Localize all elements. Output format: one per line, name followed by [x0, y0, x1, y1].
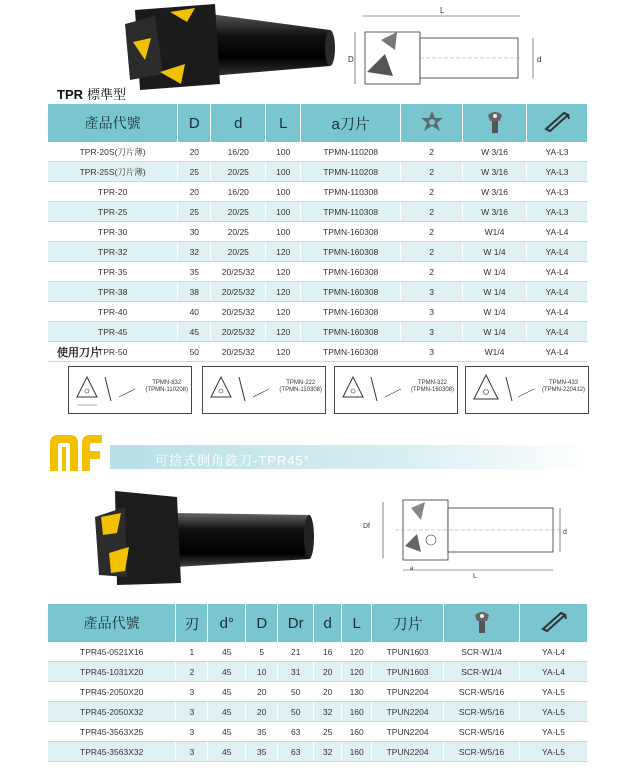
tpr-cell: W1/4 — [463, 222, 527, 242]
tpr45-cell: SCR-W5/16 — [444, 702, 520, 722]
tpr-cell: YA-L4 — [527, 282, 588, 302]
tpr-cell: W 3/16 — [463, 162, 527, 182]
tpr-cell: 100 — [266, 222, 301, 242]
table-row — [48, 322, 588, 342]
tpr45-cell: 3 — [176, 702, 208, 722]
tpr45-cell: TPR45-2050X20 — [48, 682, 176, 702]
insert-2-name: TPMN-222 — [286, 380, 316, 386]
tpr45-cell: 50 — [278, 702, 314, 722]
col-header-product: 產品代號 — [48, 104, 178, 142]
drawing-label-L: L — [440, 6, 445, 15]
tpr45-cell: YA-L5 — [520, 742, 588, 762]
tpr-cell: YA-L3 — [527, 162, 588, 182]
tpr-cell: 50 — [178, 342, 211, 362]
tpr45-cell: 35 — [246, 722, 278, 742]
tpr-title-latin: TPR — [57, 87, 83, 102]
tpr-cell: TPMN-160308 — [301, 282, 401, 302]
tpr-cell: YA-L4 — [527, 302, 588, 322]
tpr45-cell: TPR45-3563X32 — [48, 742, 176, 762]
tpr-cell: 25 — [178, 202, 211, 222]
tpr-table-header — [48, 104, 588, 142]
col45-header-Dr: Dr — [278, 604, 314, 642]
tpr-cell: 20/25/32 — [211, 302, 266, 322]
tpr-cell: YA-L3 — [527, 142, 588, 162]
insert-diagram-3 — [334, 366, 458, 414]
insert-diagram-1 — [68, 366, 192, 414]
tpr45-cell: TPR45-2050X32 — [48, 702, 176, 722]
tpr45-cell: 16 — [314, 642, 342, 662]
table-row — [48, 242, 588, 262]
tpr-spec-table — [48, 104, 588, 362]
col-header-d: d — [211, 104, 266, 142]
col-header-insert: a刀片 — [301, 104, 401, 142]
tpr-cell: 2 — [401, 222, 463, 242]
insert-diagram-4 — [465, 366, 589, 414]
table-row — [48, 702, 588, 722]
tpr45-cell: YA-L5 — [520, 702, 588, 722]
tpr-cell: 45 — [178, 322, 211, 342]
tpr45-cell: 32 — [314, 702, 342, 722]
tpr-cell: 2 — [401, 202, 463, 222]
tpr45-cell: YA-L5 — [520, 682, 588, 702]
tpr45-cell: 160 — [342, 722, 372, 742]
tpr-cell: TPR-32 — [48, 242, 178, 262]
tpr-cell: 2 — [401, 242, 463, 262]
tpr45-cell: 45 — [208, 722, 246, 742]
tpr-cell: 3 — [401, 322, 463, 342]
tpr45-cell: 160 — [342, 742, 372, 762]
tpr-cell: 120 — [266, 282, 301, 302]
tpr-cell: TPMN-110208 — [301, 142, 401, 162]
tpr45-cell: 45 — [208, 742, 246, 762]
tpr-tool-photo — [115, 4, 355, 90]
tpr-cell: W 3/16 — [463, 202, 527, 222]
tpr45-table-body — [48, 642, 588, 762]
tpr-cell: W 3/16 — [463, 142, 527, 162]
table-row — [48, 302, 588, 322]
tpr-cell: TPR-30 — [48, 222, 178, 242]
tpr-cell: 16/20 — [211, 182, 266, 202]
tpr-cell: TPMN-160308 — [301, 242, 401, 262]
tpr-cell: W 1/4 — [463, 242, 527, 262]
tpr-cell: TPMN-110308 — [301, 182, 401, 202]
tpr-cell: YA-L3 — [527, 202, 588, 222]
tpr-cell: W1/4 — [463, 342, 527, 362]
wrench-icon — [527, 104, 588, 142]
insert-1-name: TPMN-832 — [152, 380, 182, 386]
tpr45-cell: 45 — [208, 682, 246, 702]
tpr45-cell: TPUN2204 — [372, 682, 444, 702]
tpr-cell: 120 — [266, 242, 301, 262]
tpr-cell: 100 — [266, 182, 301, 202]
tpr45-cell: 35 — [246, 742, 278, 762]
tpr45-cell: 50 — [278, 682, 314, 702]
tpr-cell: W 3/16 — [463, 182, 527, 202]
drawing-label-Df: Df — [363, 523, 370, 530]
tpr-cell: TPMN-110308 — [301, 202, 401, 222]
tpr-cell: YA-L4 — [527, 242, 588, 262]
tpr45-cell: TPUN2204 — [372, 742, 444, 762]
tpr45-cell: SCR-W5/16 — [444, 682, 520, 702]
tpr-cell: W 1/4 — [463, 322, 527, 342]
tpr-cell: TPMN-160308 — [301, 322, 401, 342]
tpr45-cell: 120 — [342, 642, 372, 662]
tpr-title-cjk: 標準型 — [87, 87, 127, 102]
tpr-cell: TPMN-160308 — [301, 342, 401, 362]
tpr-cell: 20 — [178, 182, 211, 202]
col45-header-angle: d° — [208, 604, 246, 642]
table-row — [48, 222, 588, 242]
tpr45-cell: 31 — [278, 662, 314, 682]
tpr-cell: 100 — [266, 162, 301, 182]
table-row — [48, 342, 588, 362]
tpr45-cell: 20 — [246, 682, 278, 702]
tpr-technical-drawing — [345, 2, 550, 92]
insert-3-name: TPMN-322 — [417, 380, 447, 386]
tpr45-cell: 2 — [176, 662, 208, 682]
insert-3-code: (TPMN-160308) — [410, 387, 454, 393]
tpr45-cell: 130 — [342, 682, 372, 702]
table-row — [48, 682, 588, 702]
tpr45-cell: 1 — [176, 642, 208, 662]
tpr45-cell: TPR45-0521X16 — [48, 642, 176, 662]
table-row — [48, 662, 588, 682]
tpr45-cell: 25 — [314, 722, 342, 742]
tpr-cell: 120 — [266, 302, 301, 322]
tpr45-cell: 160 — [342, 702, 372, 722]
tpr45-cell: 3 — [176, 742, 208, 762]
tpr45-cell: 3 — [176, 682, 208, 702]
tpr-cell: 38 — [178, 282, 211, 302]
tpr-cell: TPR-25S(刀片薄) — [48, 162, 178, 182]
table-row — [48, 162, 588, 182]
tpr45-cell: TPUN2204 — [372, 722, 444, 742]
table-row — [48, 742, 588, 762]
tpr-cell: 20/25/32 — [211, 342, 266, 362]
tpr-cell: 32 — [178, 242, 211, 262]
table-row — [48, 642, 588, 662]
tpr-cell: W 1/4 — [463, 262, 527, 282]
tpr45-cell: 45 — [208, 662, 246, 682]
table-row — [48, 182, 588, 202]
tpr-cell: 30 — [178, 222, 211, 242]
col45-header-insert: 刀片 — [372, 604, 444, 642]
table-row — [48, 262, 588, 282]
tpr45-cell: 21 — [278, 642, 314, 662]
drawing-label-d2: d — [563, 529, 567, 536]
tpr-cell: YA-L4 — [527, 222, 588, 242]
tpr45-cell: 10 — [246, 662, 278, 682]
drawing-label-D: D — [348, 55, 354, 64]
tpr45-tool-photo — [95, 487, 325, 587]
tpr-cell: TPR-50 — [48, 342, 178, 362]
tpr-cell: 120 — [266, 322, 301, 342]
tpr45-cell: 63 — [278, 722, 314, 742]
tpr-section-title — [57, 84, 126, 103]
tpr-cell: 2 — [401, 262, 463, 282]
tpr-cell: 3 — [401, 342, 463, 362]
tpr-cell: YA-L4 — [527, 342, 588, 362]
nf-logo-icon — [48, 433, 104, 473]
tpr-cell: TPR-35 — [48, 262, 178, 282]
drawing-label-a: a — [410, 566, 414, 572]
tpr-cell: 3 — [401, 302, 463, 322]
tpr-cell: 20/25/32 — [211, 322, 266, 342]
inserts-title: 使用刀片 — [57, 347, 101, 359]
tpr-cell: 120 — [266, 342, 301, 362]
tpr45-cell: SCR-W5/16 — [444, 742, 520, 762]
tpr45-cell: 45 — [208, 642, 246, 662]
tpr45-cell: 20 — [246, 702, 278, 722]
tpr45-cell: 20 — [314, 682, 342, 702]
table-row — [48, 282, 588, 302]
tpr-cell: TPR-20S(刀片薄) — [48, 142, 178, 162]
col45-header-d: d — [314, 604, 342, 642]
tpr-cell: 25 — [178, 162, 211, 182]
tpr45-cell: SCR-W1/4 — [444, 642, 520, 662]
tpr-cell: 35 — [178, 262, 211, 282]
tpr45-cell: TPR45-3563X25 — [48, 722, 176, 742]
insert-4-code: (TPMN-220412) — [541, 387, 585, 393]
tpr-cell: YA-L3 — [527, 182, 588, 202]
col45-header-edges: 刃 — [176, 604, 208, 642]
col45-header-L: L — [342, 604, 372, 642]
screw-icon-2 — [444, 604, 520, 642]
tpr-cell: 20/25 — [211, 202, 266, 222]
tpr45-cell: 120 — [342, 662, 372, 682]
tpr-cell: 20/25 — [211, 242, 266, 262]
tpr45-cell: 5 — [246, 642, 278, 662]
tpr-cell: 100 — [266, 142, 301, 162]
tpr45-cell: 63 — [278, 742, 314, 762]
wrench-icon-2 — [520, 604, 588, 642]
tpr-table-body — [48, 142, 588, 362]
tpr45-cell: SCR-W1/4 — [444, 662, 520, 682]
insert-2-code: (TPMN-110308) — [279, 387, 322, 393]
tpr-cell: 2 — [401, 182, 463, 202]
tpr-cell: 40 — [178, 302, 211, 322]
tpr45-cell: 20 — [314, 662, 342, 682]
tpr-cell: 20/25 — [211, 162, 266, 182]
tpr45-cell: TPR45-1031X20 — [48, 662, 176, 682]
tpr-cell: TPR-20 — [48, 182, 178, 202]
tpr45-cell: 32 — [314, 742, 342, 762]
tpr45-cell: YA-L4 — [520, 642, 588, 662]
tpr45-technical-drawing — [355, 490, 575, 580]
tpr-cell: TPMN-160308 — [301, 302, 401, 322]
tpr-cell: 2 — [401, 162, 463, 182]
tpr45-banner-title: 可捨式倒角銑刀-TPR45° — [155, 453, 310, 468]
tpr45-cell: TPUN2204 — [372, 702, 444, 722]
drawing-label-L2: L — [473, 573, 477, 580]
tpr-cell: TPR-38 — [48, 282, 178, 302]
tpr-cell: 100 — [266, 202, 301, 222]
insert-diagram-2 — [202, 366, 326, 414]
screw-icon — [463, 104, 527, 142]
col45-header-product: 產品代號 — [48, 604, 176, 642]
tpr45-cell: 45 — [208, 702, 246, 722]
tpr-cell: TPR-40 — [48, 302, 178, 322]
table-row — [48, 722, 588, 742]
col-header-D: D — [178, 104, 211, 142]
tpr45-table-header — [48, 604, 588, 642]
tpr-cell: W 1/4 — [463, 282, 527, 302]
tpr-cell: 20/25 — [211, 222, 266, 242]
tpr45-cell: 3 — [176, 722, 208, 742]
tpr-cell: 2 — [401, 142, 463, 162]
col-header-L: L — [266, 104, 301, 142]
tpr-cell: TPMN-160308 — [301, 222, 401, 242]
insert-1-code: (TPMN-110208) — [145, 387, 188, 393]
tpr-cell: TPR-25 — [48, 202, 178, 222]
tpr-cell: TPMN-110208 — [301, 162, 401, 182]
tpr45-cell: SCR-W5/16 — [444, 722, 520, 742]
tpr45-cell: TPUN1603 — [372, 642, 444, 662]
tpr-cell: W 1/4 — [463, 302, 527, 322]
tpr-cell: TPR-45 — [48, 322, 178, 342]
table-row — [48, 142, 588, 162]
tpr45-cell: YA-L4 — [520, 662, 588, 682]
table-row — [48, 202, 588, 222]
col45-header-D: D — [246, 604, 278, 642]
tpr45-spec-table — [48, 604, 588, 762]
tpr-cell: 20/25/32 — [211, 262, 266, 282]
tpr45-cell: TPUN1603 — [372, 662, 444, 682]
tpr-cell: 20 — [178, 142, 211, 162]
tpr-cell: 16/20 — [211, 142, 266, 162]
tpr-cell: TPMN-160308 — [301, 262, 401, 282]
tpr-cell: 3 — [401, 282, 463, 302]
tpr-cell: YA-L4 — [527, 262, 588, 282]
insert-4-name: TPMN-433 — [548, 380, 578, 386]
tpr-cell: YA-L4 — [527, 322, 588, 342]
tpr45-cell: YA-L5 — [520, 722, 588, 742]
tpr-cell: 20/25/32 — [211, 282, 266, 302]
insert-count-icon — [401, 104, 463, 142]
tpr-cell: 120 — [266, 262, 301, 282]
drawing-label-d: d — [537, 55, 542, 64]
